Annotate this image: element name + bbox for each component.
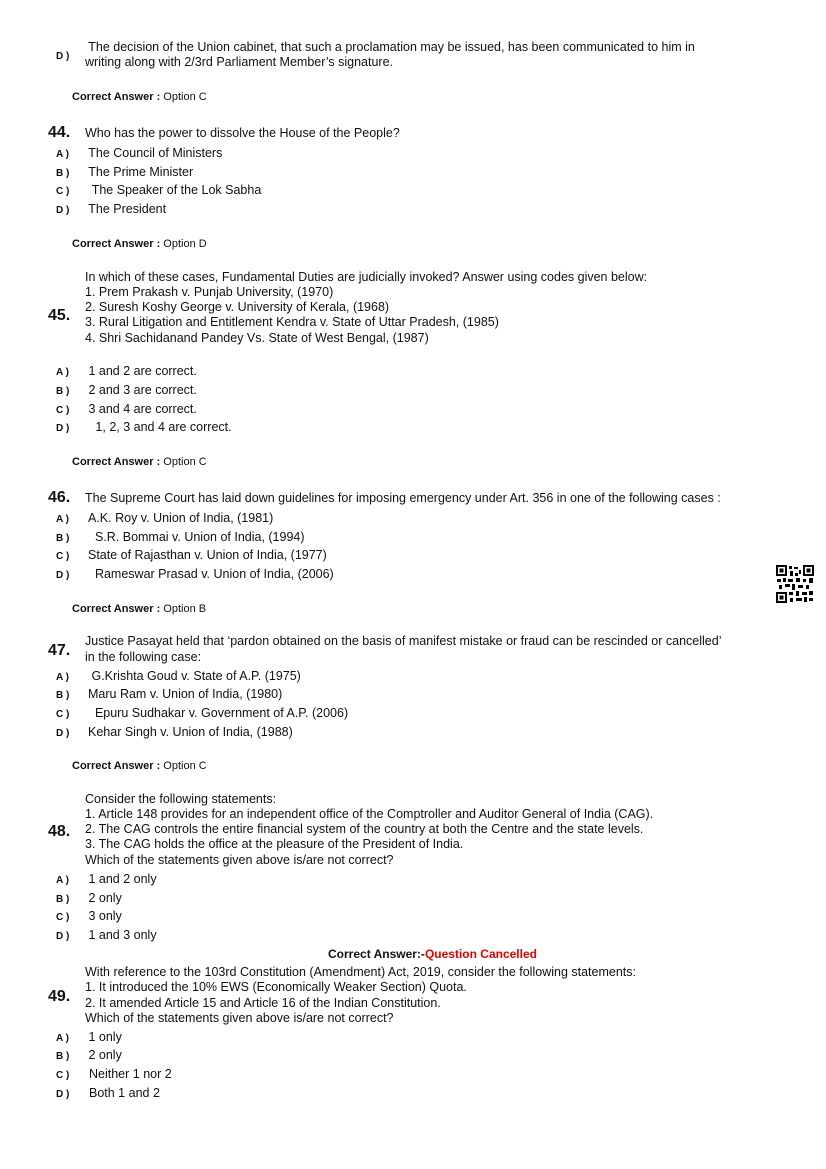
- question-text: The Supreme Court has laid down guidelines for imposing emergency under Art. 356 in one of the following cases :: [85, 491, 721, 505]
- answer-value: Option B: [163, 603, 207, 615]
- answer-label: Correct Answer :: [72, 238, 161, 250]
- option-text: 1 only: [85, 1030, 122, 1044]
- option-label: C ): [56, 186, 70, 197]
- option-text: A.K. Roy v. Union of India, (1981): [88, 511, 274, 525]
- option-text: Neither 1 nor 2: [89, 1067, 172, 1081]
- option-label: D ): [56, 205, 70, 216]
- option-text: 2 and 3 are correct.: [85, 383, 197, 397]
- question-line: Which of the statements given above is/are not correct?: [85, 1011, 394, 1025]
- option-label: D ): [56, 51, 70, 62]
- question-number: 48.: [48, 823, 71, 840]
- option-label: D ): [56, 1089, 70, 1100]
- option-label: B ): [56, 690, 70, 701]
- option-label: A ): [56, 149, 69, 160]
- option-text: 1 and 2 only: [85, 872, 157, 886]
- option-text: The Council of Ministers: [85, 146, 223, 160]
- option-text: S.R. Bommai v. Union of India, (1994): [88, 530, 305, 544]
- option-text: 1 and 2 are correct.: [85, 364, 197, 378]
- question-line: Consider the following statements:: [85, 792, 277, 806]
- answer-label: Correct Answer :: [72, 456, 161, 468]
- option-text: 3 only: [85, 909, 122, 923]
- answer-value: Option C: [163, 456, 207, 468]
- option-label: C ): [56, 709, 70, 720]
- correct-answer-cancelled: [0, 947, 826, 961]
- option-text: The Prime Minister: [85, 165, 194, 179]
- question-number: 47.: [48, 642, 71, 659]
- question-line: 1. Prem Prakash v. Punjab University, (1970): [85, 285, 334, 299]
- correct-answer: [72, 91, 207, 103]
- option-text: The Speaker of the Lok Sabha: [85, 183, 262, 197]
- question-line: In which of these cases, Fundamental Duties are judicially invoked? Answer using codes given below:: [85, 270, 648, 284]
- answer-label: Correct Answer:-: [328, 947, 425, 961]
- question-line: in the following case:: [85, 650, 202, 664]
- answer-label: Correct Answer :: [72, 760, 161, 772]
- option-text: Maru Ram v. Union of India, (1980): [88, 687, 283, 701]
- option-label: D ): [56, 931, 70, 942]
- option-text: Kehar Singh v. Union of India, (1988): [88, 725, 293, 739]
- qr-code-icon: [776, 565, 814, 603]
- option-text: writing along with 2/3rd Parliament Member’s signature.: [85, 55, 394, 69]
- answer-value: Option C: [163, 91, 207, 103]
- option-label: D ): [56, 728, 70, 739]
- option-label: C ): [56, 912, 70, 923]
- answer-label: Correct Answer :: [72, 603, 161, 615]
- question-line: 1. Article 148 provides for an independent office of the Comptroller and Auditor General of India (CAG).: [85, 807, 654, 821]
- option-text: The President: [85, 202, 167, 216]
- correct-answer: [72, 760, 207, 772]
- answer-label: Correct Answer :: [72, 91, 161, 103]
- option-text: 2 only: [85, 891, 122, 905]
- option-text: State of Rajasthan v. Union of India, (1977): [88, 548, 327, 562]
- option-text: Both 1 and 2: [89, 1086, 160, 1100]
- answer-value: Option D: [163, 238, 207, 250]
- option-label: A ): [56, 875, 69, 886]
- correct-answer: [72, 456, 207, 468]
- option-text: Epuru Sudhakar v. Government of A.P. (2006): [88, 706, 349, 720]
- correct-answer: [72, 603, 206, 615]
- option-label: B ): [56, 168, 70, 179]
- option-text: The decision of the Union cabinet, that such a proclamation may be issued, has been communicated to him in: [85, 40, 695, 54]
- question-line: 2. The CAG controls the entire financial system of the country at both the Centre and the state levels.: [85, 822, 644, 836]
- option-label: A ): [56, 672, 69, 683]
- option-label: A ): [56, 514, 69, 525]
- option-label: A ): [56, 367, 69, 378]
- question-line: 2. Suresh Koshy George v. University of Kerala, (1968): [85, 300, 390, 314]
- question-number: 45.: [48, 307, 71, 324]
- option-label: B ): [56, 1051, 70, 1062]
- option-label: C ): [56, 551, 70, 562]
- question-number: 49.: [48, 988, 71, 1005]
- question-line: Which of the statements given above is/are not correct?: [85, 853, 394, 867]
- option-label: D ): [56, 570, 70, 581]
- option-label: B ): [56, 894, 70, 905]
- correct-answer: [72, 238, 207, 250]
- question-line: 4. Shri Sachidanand Pandey Vs. State of West Bengal, (1987): [85, 331, 429, 345]
- question-line: 3. The CAG holds the office at the pleasure of the President of India.: [85, 837, 464, 851]
- option-text: 2 only: [85, 1048, 122, 1062]
- answer-value: Option C: [163, 760, 207, 772]
- option-label: A ): [56, 1033, 69, 1044]
- question-line: 2. It amended Article 15 and Article 16 of the Indian Constitution.: [85, 996, 441, 1010]
- option-text: G.Krishta Goud v. State of A.P. (1975): [88, 669, 301, 683]
- question-line: 1. It introduced the 10% EWS (Economically Weaker Section) Quota.: [85, 980, 467, 994]
- question-number: 44.: [48, 124, 71, 141]
- question-number: 46.: [48, 489, 71, 506]
- option-text: 1 and 3 only: [85, 928, 157, 942]
- option-text: Rameswar Prasad v. Union of India, (2006): [88, 567, 334, 581]
- option-label: B ): [56, 533, 70, 544]
- option-label: C ): [56, 1070, 70, 1081]
- question-line: 3. Rural Litigation and Entitlement Kendra v. State of Uttar Pradesh, (1985): [85, 315, 499, 329]
- answer-value: Question Cancelled: [424, 947, 537, 961]
- option-label: C ): [56, 405, 70, 416]
- option-text: 3 and 4 are correct.: [85, 402, 197, 416]
- question-line: Justice Pasayat held that ‘pardon obtained on the basis of manifest mistake or fraud can be rescinded or cancelled’: [85, 634, 722, 648]
- question-line: With reference to the 103rd Constitution (Amendment) Act, 2019, consider the following statements:: [85, 965, 636, 979]
- question-text: Who has the power to dissolve the House of the People?: [85, 126, 400, 140]
- option-text: 1, 2, 3 and 4 are correct.: [85, 420, 232, 434]
- option-label: B ): [56, 386, 70, 397]
- option-label: D ): [56, 423, 70, 434]
